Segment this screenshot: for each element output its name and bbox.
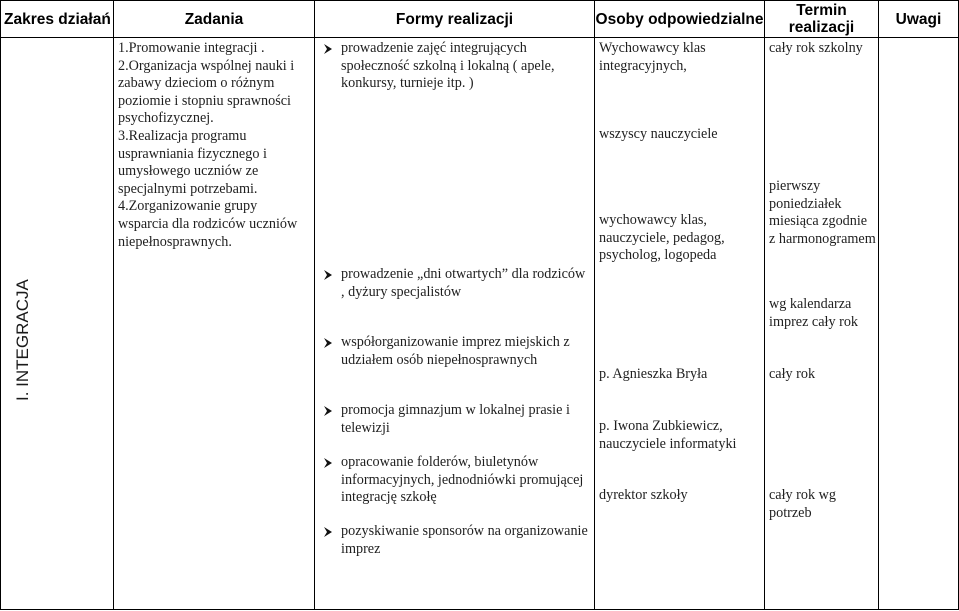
zakres-cell: [1, 38, 114, 610]
zadanie-item: 2.Organizacja wspólnej nauki i zabawy dzieciom o różnym poziomie i stopniu sprawności psychofizycznej.: [118, 57, 295, 127]
termin-item: pierwszy poniedziałek miesiąca zgodnie z harmonogramem: [769, 178, 876, 247]
forma-item: [315, 334, 592, 369]
forma-text: prowadzenie zajęć integrujących społeczność szkolną i lokalną ( apele, konkursy, turnieje itp. ): [341, 40, 555, 92]
forma-text: opracowanie folderów, biuletynów informacyjnych, jednodniówki promującej integrację szkołę: [341, 454, 584, 506]
zakres-label: I. INTEGRACJA: [13, 279, 32, 401]
zadanie-item: 3.Realizacja programu usprawniania fizycznego i umysłowego uczniów ze specjalnymi potrzebami.: [118, 127, 267, 197]
forma-item: [315, 523, 592, 558]
termin-cell: [765, 38, 879, 610]
forma-item: [315, 454, 592, 507]
termin-item: cały rok szkolny: [769, 40, 863, 56]
uwagi-cell: [879, 38, 959, 610]
zadanie-item: 1.Promowanie integracji .: [118, 40, 265, 56]
header-uwagi: Uwagi: [879, 1, 959, 38]
forma-text: współorganizowanie imprez miejskich z udziałem osób niepełnosprawnych: [341, 334, 570, 368]
arrow-bullet-icon: [315, 266, 341, 301]
header-osoby: Osoby odpowiedzialne: [595, 1, 765, 38]
arrow-bullet-icon: [315, 454, 341, 507]
header-row: [1, 1, 959, 38]
osoba-item: wychowawcy klas, nauczyciele, pedagog, psycholog, logopeda: [599, 212, 725, 264]
forma-item: [315, 266, 592, 301]
arrow-bullet-icon: [315, 402, 341, 437]
header-termin: Termin realizacji: [765, 1, 879, 38]
forma-text: prowadzenie „dni otwartych” dla rodziców , dyżury specjalistów: [341, 266, 586, 300]
header-zadania: Zadania: [114, 1, 315, 38]
arrow-bullet-icon: [315, 523, 341, 558]
content-row: [1, 38, 959, 610]
arrow-bullet-icon: [315, 334, 341, 369]
termin-item: cały rok: [769, 366, 816, 382]
forma-text: pozyskiwanie sponsorów na organizowanie imprez: [341, 523, 588, 557]
osoba-item: dyrektor szkoły: [599, 487, 688, 503]
forma-item: [315, 402, 592, 437]
header-zakres: Zakres działań: [1, 1, 114, 38]
header-formy: Formy realizacji: [315, 1, 595, 38]
forma-item: [315, 40, 592, 93]
termin-item: wg kalendarza imprez cały rok: [769, 296, 859, 330]
termin-item: cały rok wg potrzeb: [769, 487, 836, 521]
formy-cell: [315, 38, 595, 610]
zadania-cell: [114, 38, 315, 610]
osoba-item: p. Iwona Zubkiewicz, nauczyciele informatyki: [599, 418, 737, 452]
arrow-bullet-icon: [315, 40, 341, 93]
osoba-item: p. Agnieszka Bryła: [599, 366, 708, 382]
osoby-cell: [595, 38, 765, 610]
osoba-item: wszyscy nauczyciele: [599, 126, 718, 142]
zadanie-item: 4.Zorganizowanie grupy wsparcia dla rodziców uczniów niepełnosprawnych.: [118, 198, 298, 250]
osoba-item: Wychowawcy klas integracyjnych,: [599, 40, 706, 74]
forma-text: promocja gimnazjum w lokalnej prasie i telewizji: [341, 402, 570, 436]
